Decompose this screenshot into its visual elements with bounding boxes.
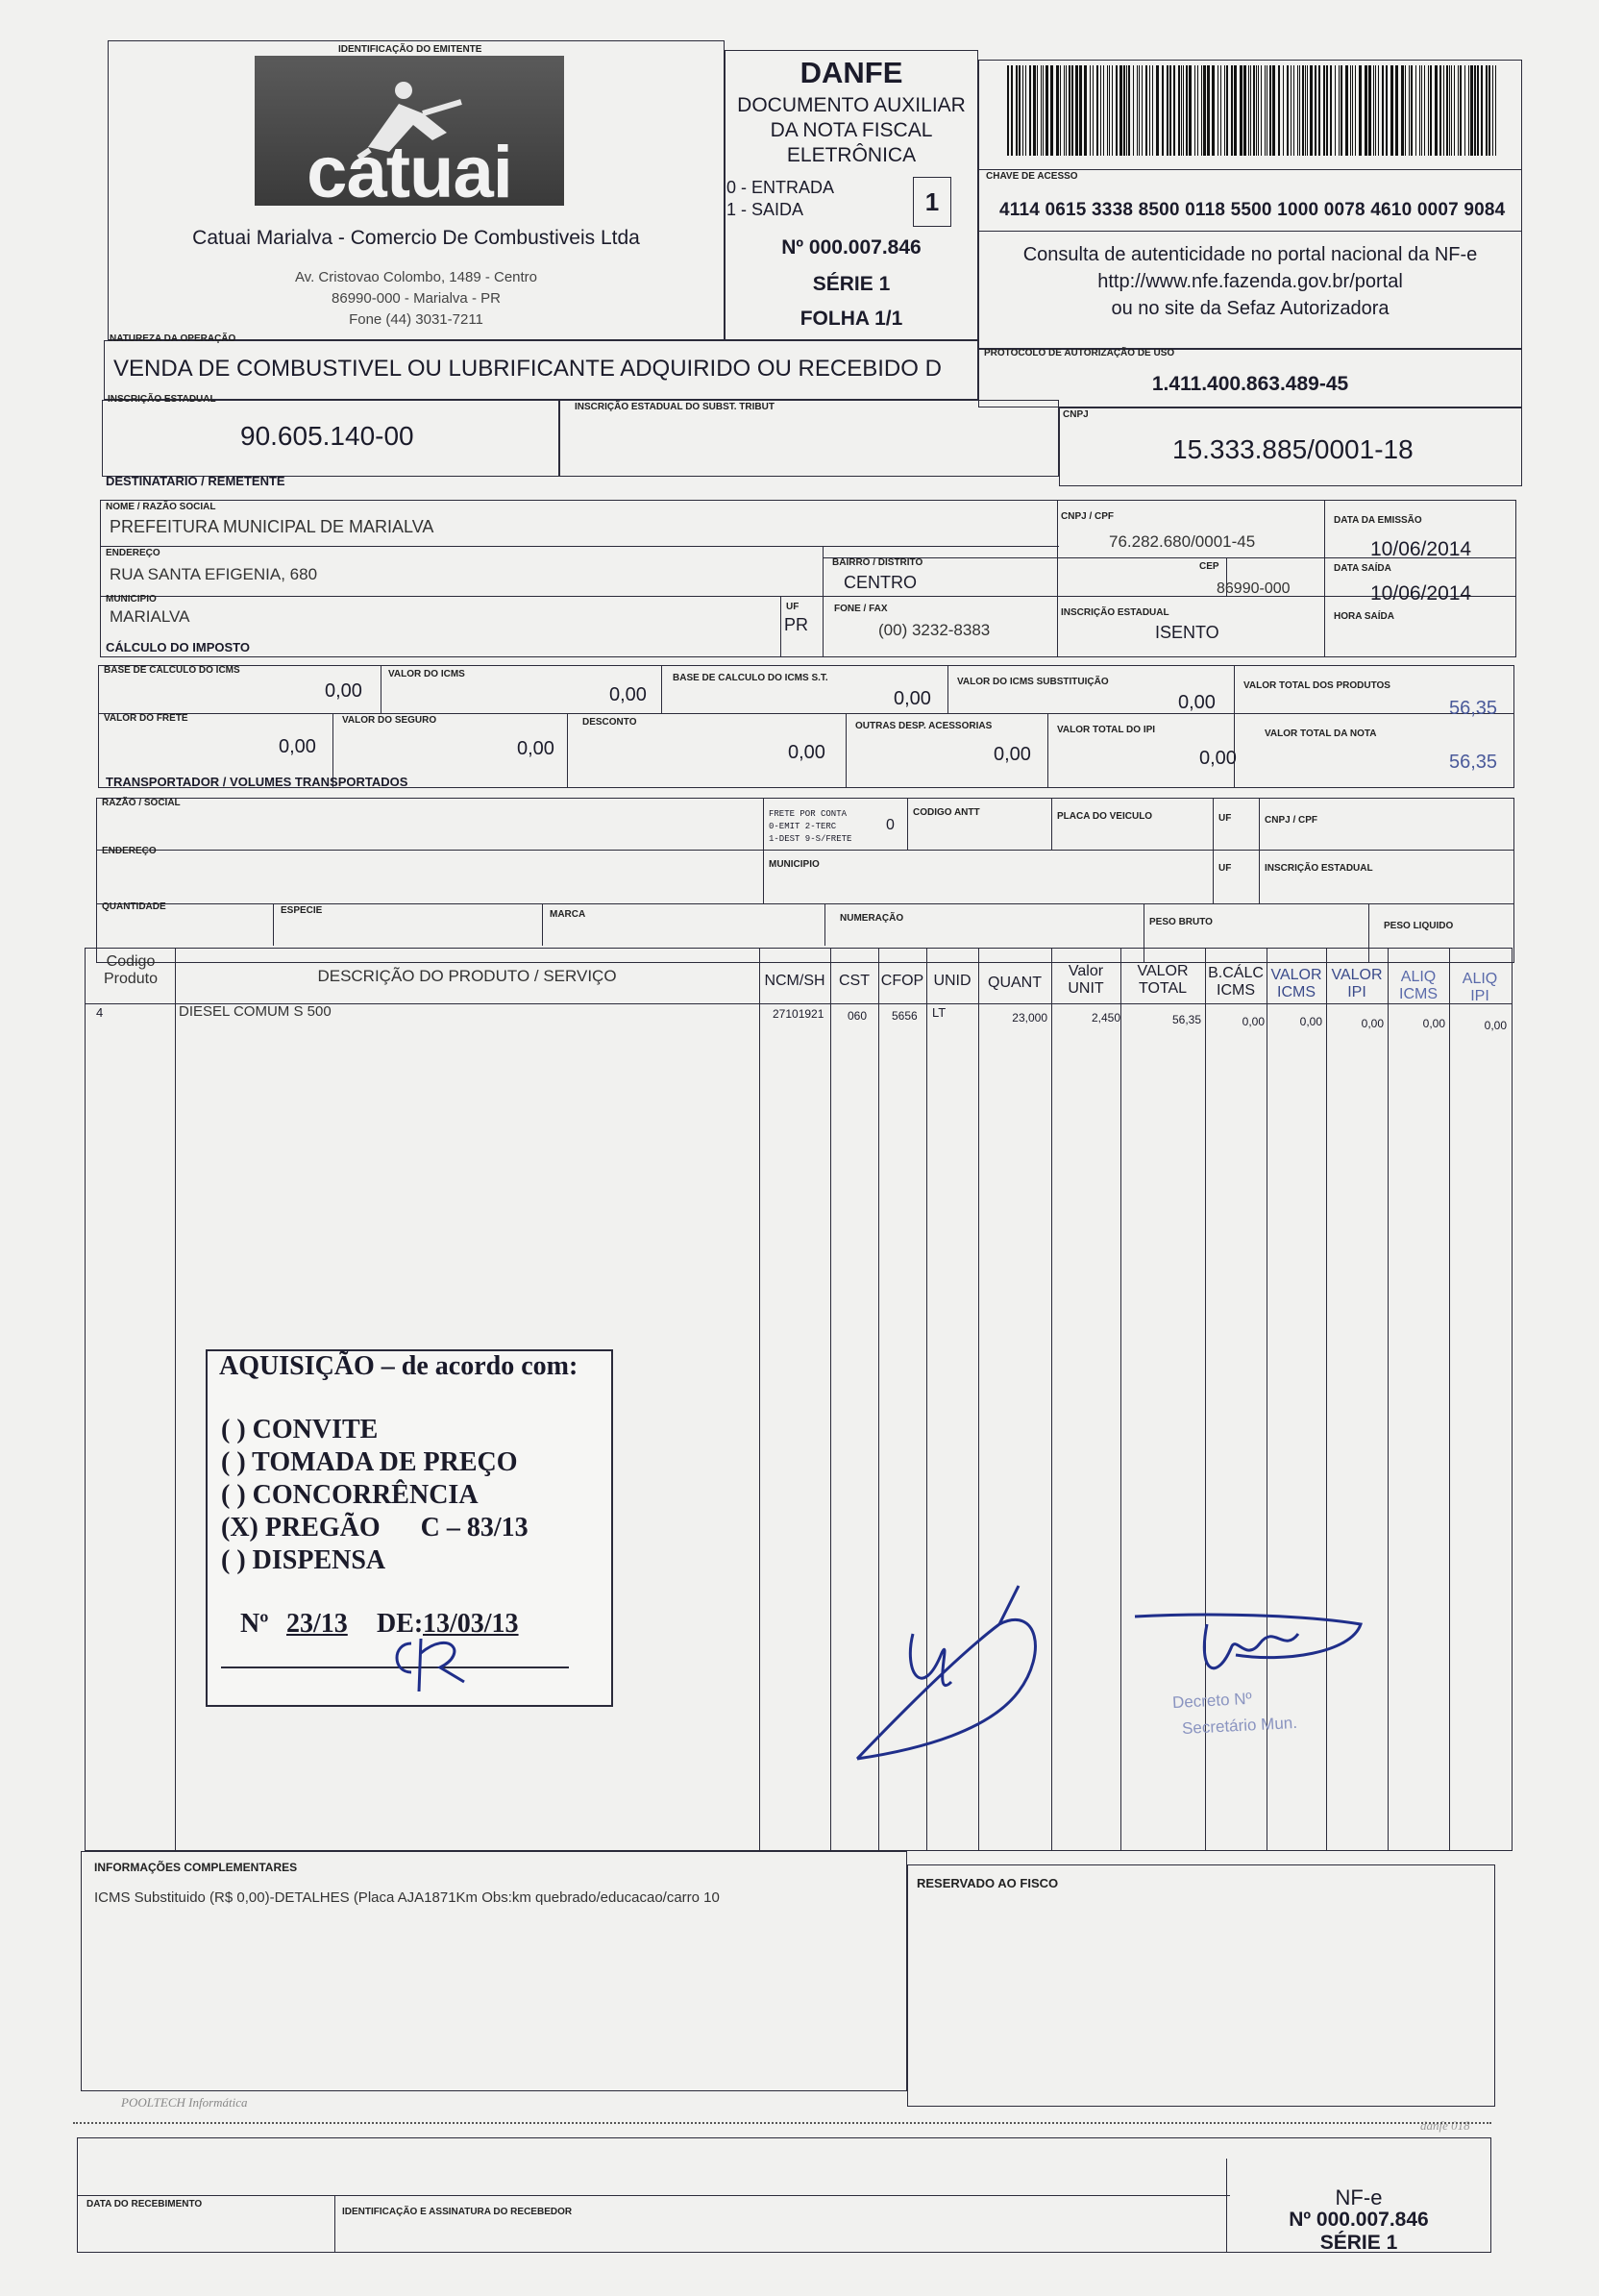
barcode-bar [1486,65,1488,156]
barcode-bar [1424,65,1425,156]
quantidade-label: QUANTIDADE [102,901,166,912]
consulta-line-2: http://www.nfe.fazenda.gov.br/portal [1097,271,1403,292]
barcode-icon [1007,65,1499,158]
chave-label: CHAVE DE ACESSO [986,171,1078,182]
col-cfop: CFOP [880,973,924,989]
danfe-numero: Nº 000.007.846 [781,236,922,259]
barcode-bar [1283,65,1284,156]
row-aicms: 0,00 [1422,1017,1445,1030]
barcode-bar [1307,65,1308,156]
danfe-serie: SÉRIE 1 [812,273,891,295]
natureza-label: NATUREZA DA OPERAÇÃO [110,333,236,344]
desconto: 0,00 [788,742,825,763]
barcode-bar [1167,65,1168,156]
barcode-bar [1474,65,1476,156]
barcode-bar [1178,65,1180,156]
row-aipi: 0,00 [1484,1019,1507,1032]
frete-label: VALOR DO FRETE [104,713,188,724]
col-cst: CST [839,973,870,989]
barcode-bar [1189,65,1192,156]
transportador-section-label: TRANSPORTADOR / VOLUMES TRANSPORTADOS [106,775,408,789]
signature-1 [846,1576,1057,1768]
barcode-bar [1492,65,1493,156]
barcode-bar [1451,65,1452,156]
col-bcalc: B.CÁLC ICMS [1208,965,1264,999]
barcode-bar [1386,65,1388,156]
info-label: INFORMAÇÕES COMPLEMENTARES [94,1861,298,1874]
barcode-bar [1011,65,1013,156]
barcode-bar [1041,65,1042,156]
antt-label: CODIGO ANTT [913,807,980,818]
dest-nome-label: NOME / RAZÃO SOCIAL [106,502,216,512]
barcode-bar [1201,65,1202,156]
row-vtotal: 56,35 [1171,1013,1201,1026]
barcode-bar [1220,65,1221,156]
dest-ie: ISENTO [1155,623,1219,642]
transp-municipio-label: MUNICIPIO [769,859,820,870]
barcode-bar [1096,65,1098,156]
barcode-bar [1339,65,1340,156]
barcode-bar [1019,65,1021,156]
dest-fone: (00) 3232-8383 [878,621,991,639]
row-codigo: 4 [96,1005,104,1020]
recebimento-label: DATA DO RECEBIMENTO [86,2199,203,2210]
seguro-label: VALOR DO SEGURO [342,715,437,726]
barcode-bar [1261,65,1262,156]
barcode-bar [1060,65,1061,156]
ipi: 0,00 [1199,748,1237,769]
assinatura-label: IDENTIFICAÇÃO E ASSINATURA DO RECEBEDOR [342,2207,573,2217]
stamp-data: 13/03/13 [423,1609,519,1639]
barcode-bar [1269,65,1271,156]
barcode-bar [1183,65,1184,156]
barcode-bar [1470,65,1473,156]
dest-nome: PREFEITURA MUNICIPAL DE MARIALVA [110,517,434,536]
chave-value: 4114 0615 3338 8500 0118 5500 1000 0078 4610 0007 9084 [999,200,1506,220]
valor-icms-label: VALOR DO ICMS [388,669,465,679]
base-icms: 0,00 [325,680,362,702]
barcode-bar [1411,65,1413,156]
dest-bairro: CENTRO [844,573,917,592]
barcode-bar [1071,65,1073,156]
inscricao-value: 90.605.140-00 [240,421,414,451]
barcode-bar [1109,65,1110,156]
dest-saida-label: DATA SAÍDA [1334,563,1391,574]
col-vtotal: VALOR TOTAL [1137,963,1189,997]
barcode-bar [1258,65,1259,156]
col-ncm: NCM/SH [764,973,825,989]
barcode-bar [1443,65,1444,156]
info-text: ICMS Substituido (R$ 0,00)-DETALHES (Placa AJA1871Km Obs:km quebrado/educacao/carro 10 [94,1889,720,1906]
barcode-bar [1335,65,1336,156]
barcode-bar [1428,65,1429,156]
natureza-value: VENDA DE COMBUSTIVEL OU LUBRIFICANTE ADQUIRIDO OU RECEBIDO D [113,356,942,382]
ipi-label: VALOR TOTAL DO IPI [1057,725,1156,735]
row-cst: 060 [848,1009,868,1023]
barcode-bar [1142,65,1143,156]
canhoto-numero: Nº 000.007.846 [1289,2209,1429,2231]
barcode-bar [1430,65,1432,156]
cut-line [73,2122,1491,2124]
barcode-bar [1460,65,1462,156]
barcode-bar [1248,65,1249,156]
barcode-bar [1137,65,1138,156]
barcode-bar [1454,65,1455,156]
barcode-bar [1468,65,1469,156]
stamp-option-5: ( ) DISPENSA [221,1545,386,1575]
barcode-bar [1299,65,1300,156]
base-st-label: BASE DE CALCULO DO ICMS S.T. [673,673,828,683]
barcode-bar [1197,65,1198,156]
emitente-section-label: IDENTIFICAÇÃO DO EMITENTE [338,44,482,55]
barcode-bar [1355,65,1356,156]
col-aicms: ALIQ ICMS [1399,969,1438,1002]
stamp-option-2: ( ) TOMADA DE PREÇO [221,1447,518,1477]
barcode-bar [1173,65,1175,156]
placa-label: PLACA DO VEICULO [1057,811,1153,822]
stamp-numero-prefix: Nº [240,1609,269,1639]
table-row [85,1003,1513,1032]
barcode-bar [1043,65,1044,156]
frete: 0,00 [279,736,316,757]
frete-conta-l1: FRETE POR CONTA [769,809,848,819]
row-cfop: 5656 [892,1009,918,1023]
barcode-bar [1224,65,1225,156]
barcode-bar [1345,65,1348,156]
barcode-bar [1278,65,1280,156]
icms-subst-label: VALOR DO ICMS SUBSTITUIÇÃO [957,677,1109,687]
dest-saida: 10/06/2014 [1370,582,1472,605]
barcode-bar [1025,65,1026,156]
info-box [81,1851,907,2091]
barcode-bar [1395,65,1398,156]
barcode-bar [1079,65,1082,156]
barcode-bar [1326,65,1328,156]
barcode-bar [1194,65,1195,156]
barcode-bar [1323,65,1325,156]
marca-label: MARCA [550,909,586,920]
dest-cep-label: CEP [1199,561,1219,572]
decreto-stamp-1: Decreto Nº [1171,1689,1253,1713]
barcode-bar [1203,65,1206,156]
danfe-folha: FOLHA 1/1 [800,308,903,330]
barcode-bar [1090,65,1091,156]
barcode-bar [1373,65,1374,156]
protocolo-label: PROTOCOLO DE AUTORIZAÇÃO DE USO [984,348,1175,358]
company-logo [255,56,564,213]
form-code: danfe 018 [1420,2118,1470,2133]
barcode-bar [1066,65,1067,156]
frete-conta-l3: 1-DEST 9-S/FRETE [769,834,852,844]
dest-cnpj-label: CNPJ / CPF [1061,511,1115,522]
col-aipi: ALIQ IPI [1462,971,1498,1004]
canhoto-nfe: NF-e [1335,2185,1383,2210]
fisco-label: RESERVADO AO FISCO [917,1876,1059,1890]
transp-uf-label: UF [1218,813,1232,824]
barcode-bar [1128,65,1130,156]
emitente-address-2: 86990-000 - Marialva - PR [332,290,501,307]
barcode-bar [1162,65,1164,156]
cnpj-emitente-value: 15.333.885/0001-18 [1172,434,1414,464]
barcode-bar [1297,65,1298,156]
row-bcalc: 0,00 [1242,1015,1265,1028]
barcode-bar [1037,65,1038,156]
barcode-bar [1064,65,1065,156]
icms-subst: 0,00 [1178,692,1216,713]
barcode-bar [1046,65,1048,156]
fisco-box [907,1864,1495,2107]
canhoto-serie: SÉRIE 1 [1319,2232,1398,2254]
barcode-bar [1477,65,1479,156]
danfe-subtitle-3: ELETRÔNICA [786,144,917,166]
row-quant: 23,000 [1012,1011,1047,1025]
col-vunit: Valor UNIT [1068,963,1104,997]
emitente-name: Catuai Marialva - Comercio De Combustiveis Ltda [192,227,640,249]
stamp-numero: 23/13 [286,1609,348,1639]
col-vicms: VALOR ICMS [1270,967,1322,1000]
total-nota: 56,35 [1449,752,1498,773]
danfe-saida: 1 - SAIDA [726,200,804,219]
dest-endereco: RUA SANTA EFIGENIA, 680 [110,565,318,583]
transp-ie-label: INSCRIÇÃO ESTADUAL [1265,863,1373,874]
inscricao-subst-label: INSCRIÇÃO ESTADUAL DO SUBST. TRIBUT [575,402,775,412]
barcode-bar [1330,65,1332,156]
barcode-bar [1212,65,1215,156]
barcode-bar [1253,65,1255,156]
valor-icms: 0,00 [609,684,647,705]
dest-cnpj: 76.282.680/0001-45 [1109,532,1256,551]
barcode-bar [1435,65,1438,156]
total-produtos: 56,35 [1449,698,1498,719]
barcode-bar [1291,65,1292,156]
dest-hora-label: HORA SAÍDA [1334,611,1394,622]
barcode-bar [1488,65,1490,156]
barcode-bar [1382,65,1384,156]
barcode-bar [1250,65,1251,156]
barcode-bar [1390,65,1393,156]
barcode-bar [1446,65,1448,156]
consulta-line-1: Consulta de autenticidade no portal nacional da NF-e [1022,244,1478,265]
dest-emissao: 10/06/2014 [1370,538,1472,560]
barcode-bar [1315,65,1316,156]
barcode-bar [1112,65,1113,156]
danfe-tipo-box: 1 [913,177,951,227]
transp-uf2-label: UF [1218,863,1232,874]
barcode-bar [1287,65,1289,156]
barcode-bar [1107,65,1108,156]
barcode-bar [1016,65,1018,156]
barcode-bar [1234,65,1237,156]
barcode-bar [1007,65,1009,156]
cnpj-emitente-label: CNPJ [1063,409,1089,420]
barcode-bar [1226,65,1228,156]
danfe-subtitle-2: DA NOTA FISCAL [770,119,933,141]
row-ncm: 27101921 [773,1007,824,1021]
stamp-option-4: (X) PREGÃO C – 83/13 [221,1513,529,1543]
barcode-bar [1409,65,1410,156]
row-vunit: 2,450 [1091,1011,1120,1025]
razao-label: RAZÃO / SOCIAL [102,798,181,808]
software-credit: POOLTECH Informática [121,2095,248,2110]
destinatario-section-label: DESTINATARIO / REMETENTE [106,474,285,488]
barcode-bar [1256,65,1257,156]
inscricao-label: INSCRIÇÃO ESTADUAL [108,394,216,405]
stamp-data-prefix: DE: [377,1609,424,1639]
barcode-bar [1056,65,1059,156]
barcode-bar [1022,65,1023,156]
barcode-bar [1145,65,1147,156]
row-vipi: 0,00 [1361,1017,1384,1030]
dest-emissao-label: DATA DA EMISSÃO [1334,515,1422,526]
peso-bruto-label: PESO BRUTO [1149,917,1213,927]
barcode-bar [1458,65,1459,156]
barcode-bar [1439,65,1441,156]
dest-uf-label: UF [786,602,800,612]
stamp-title: AQUISIÇÃO – de acordo com: [219,1351,578,1381]
barcode-bar [1093,65,1094,156]
barcode-bar [1415,65,1416,156]
consulta-line-3: ou no site da Sefaz Autorizadora [1111,298,1390,319]
barcode-bar [1318,65,1320,156]
barcode-bar [1419,65,1420,156]
barcode-bar [1156,65,1159,156]
barcode-bar [1272,65,1275,156]
barcode-bar [1231,65,1233,156]
imposto-section-label: CÁLCULO DO IMPOSTO [106,640,250,654]
col-vipi: VALOR IPI [1331,967,1383,1000]
barcode-bar [1243,65,1246,156]
barcode-bar [1359,65,1362,156]
barcode-bar [1103,65,1104,156]
barcode-bar [1375,65,1376,156]
barcode-bar [1149,65,1150,156]
barcode-bar [1240,65,1242,156]
barcode-bar [1341,65,1342,156]
barcode-bar [1305,65,1306,156]
especie-label: ESPECIE [281,905,323,916]
dest-bairro-label: BAIRRO / DISTRITO [832,557,923,568]
barcode-bar [1302,65,1304,156]
dest-uf: PR [784,615,809,634]
protocolo-value: 1.411.400.863.489-45 [1151,373,1349,395]
barcode-bar [1029,65,1031,156]
emitente-phone: Fone (44) 3031-7211 [349,311,483,328]
transp-endereco-label: ENDEREÇO [102,846,157,856]
col-codigo: Codigo Produto [103,953,159,987]
barcode-bar [1495,65,1496,156]
barcode-bar [1119,65,1122,156]
desconto-label: DESCONTO [582,717,637,728]
signature-2 [1130,1595,1380,1701]
danfe-subtitle-1: DOCUMENTO AUXILIAR [737,94,966,116]
barcode-bar [1181,65,1182,156]
barcode-bar [1310,65,1313,156]
row-vicms: 0,00 [1299,1015,1322,1028]
outras: 0,00 [994,744,1031,765]
barcode-bar [1075,65,1078,156]
stamp-option-3: ( ) CONCORRÊNCIA [221,1480,479,1510]
barcode-bar [1449,65,1450,156]
col-descricao: DESCRIÇÃO DO PRODUTO / SERVIÇO [317,967,617,985]
barcode-bar [1133,65,1134,156]
barcode-bar [1033,65,1036,156]
frete-conta-value: 0 [886,817,895,833]
dest-municipio: MARIALVA [110,607,190,626]
dest-fone-label: FONE / FAX [834,604,888,614]
barcode-bar [1405,65,1406,156]
barcode-bar [1265,65,1266,156]
barcode-bar [1481,65,1483,156]
dest-cep: 86990-000 [1217,580,1291,597]
frete-conta-l2: 0-EMIT 2-TERC [769,822,837,831]
base-st: 0,00 [894,688,931,709]
initials-signature [382,1624,479,1701]
row-unid: LT [932,1005,947,1020]
danfe-entrada: 0 - ENTRADA [726,178,835,197]
emitente-address-1: Av. Cristovao Colombo, 1489 - Centro [294,269,538,285]
barcode-bar [1464,65,1465,156]
row-descricao: DIESEL COMUM S 500 [179,1003,332,1020]
barcode-bar [1421,65,1422,156]
barcode-bar [1368,65,1371,156]
barcode-bar [1378,65,1379,156]
barcode-bar [1084,65,1087,156]
barcode-bar [1350,65,1351,156]
barcode-bar [1126,65,1127,156]
seguro: 0,00 [517,738,554,759]
barcode-bar [1116,65,1118,156]
barcode-bar [1207,65,1210,156]
dest-ie-label: INSCRIÇÃO ESTADUAL [1061,607,1169,618]
barcode-bar [1050,65,1053,156]
barcode-bar [1100,65,1101,156]
peso-liquido-label: PESO LIQUIDO [1384,921,1454,931]
stamp-option-1: ( ) CONVITE [221,1415,379,1444]
total-produtos-label: VALOR TOTAL DOS PRODUTOS [1243,680,1390,691]
numeracao-label: NUMERAÇÃO [840,913,904,924]
barcode-bar [1352,65,1353,156]
barcode-bar [1401,65,1404,156]
base-icms-label: BASE DE CALCULO DO ICMS [104,665,240,676]
transp-cnpj-label: CNPJ / CPF [1265,815,1318,826]
col-unid: UNID [933,973,972,989]
logo-text: catuai [307,132,512,213]
dest-municipio-label: MUNICIPIO [106,594,157,605]
barcode-bar [1152,65,1153,156]
dest-endereco-label: ENDEREÇO [106,548,160,558]
barcode-bar [1169,65,1171,156]
danfe-title: DANFE [800,56,903,89]
col-quant: QUANT [988,975,1042,991]
barcode-bar [1139,65,1140,156]
barcode-bar [1293,65,1294,156]
barcode-bar [1365,65,1367,156]
outras-label: OUTRAS DESP. ACESSORIAS [855,721,993,731]
barcode-bar [1123,65,1125,156]
barcode-bar [1069,65,1070,156]
total-nota-label: VALOR TOTAL DA NOTA [1265,728,1377,739]
decreto-stamp-2: Secretário Mun. [1181,1713,1298,1739]
barcode-bar [1186,65,1188,156]
